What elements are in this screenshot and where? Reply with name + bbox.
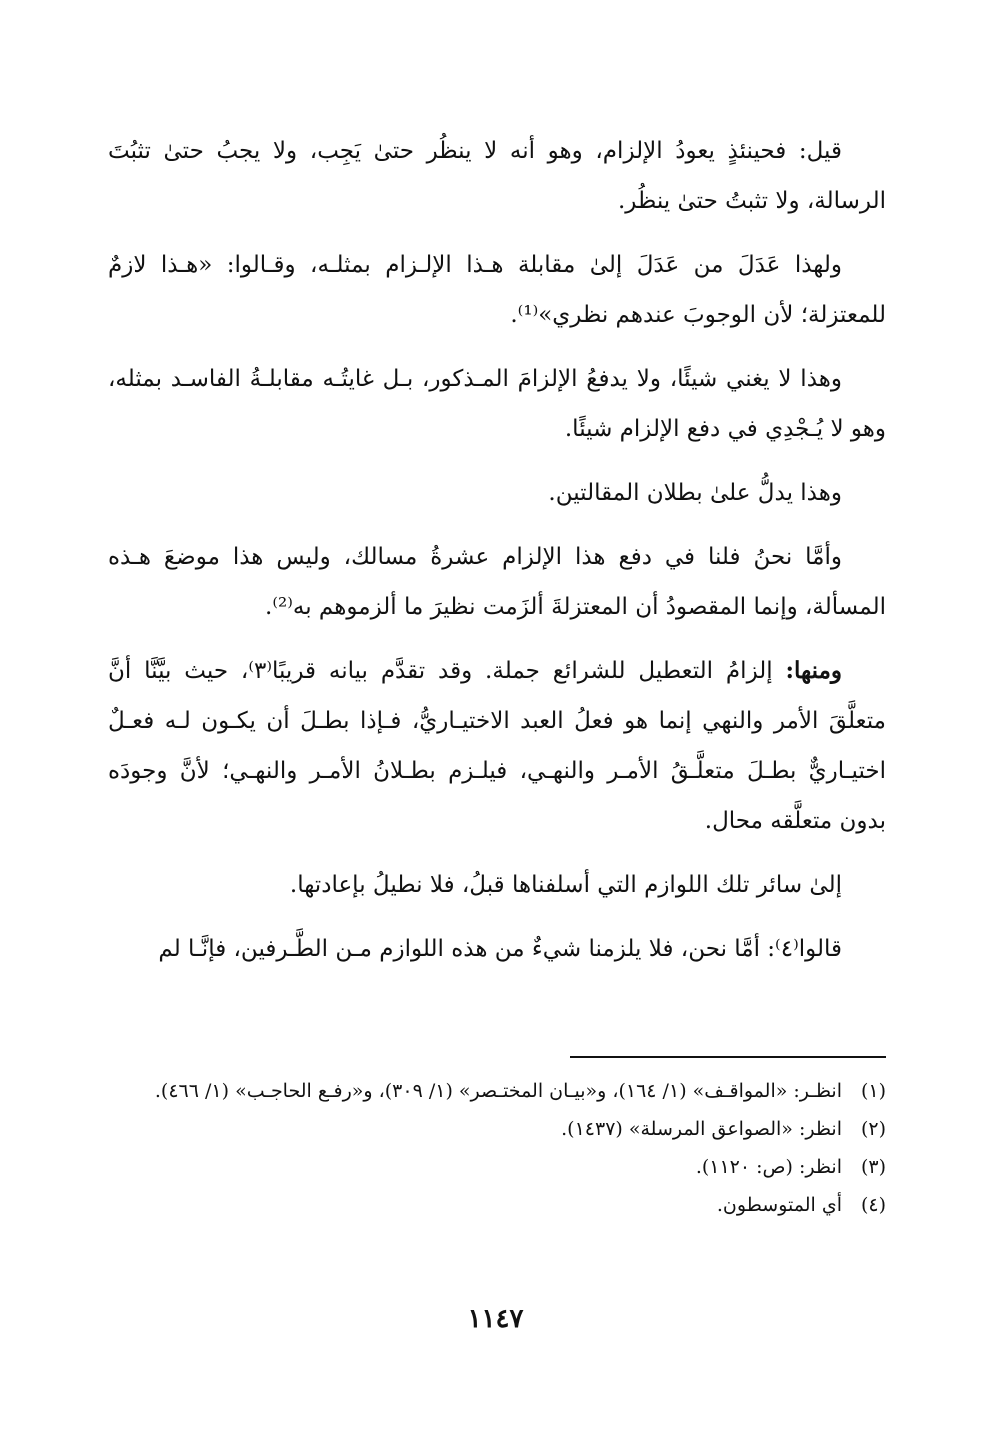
footnote-4 [108, 1186, 886, 1224]
footnote-3 [108, 1148, 886, 1186]
footnote-separator [570, 1056, 886, 1058]
footnote-4-text: أي المتوسطون. [716, 1194, 842, 1216]
page-number: ١١٤٧ [467, 1304, 524, 1334]
main-text [108, 126, 886, 988]
paragraph-6-text: إلزامُ التعطيل للشرائع جملة. وقد تقدَّم بيانه قريبًا⁽٣⁾، حيث بيَّنَّا أنَّ متعلَّقَ الأمر والنهي إنما هو فعلُ العبد الاختيـاريُّ، فـإذا بطـلَ أن يكـون لـه فعـلٌ اختيـاريٌّ بطـلَ متعلَّـقُ الأمـر والنهـي، فيلـزم بطـلانُ الأمـر والنهـي؛ لأنَّ وجودَه بدون متعلَّقه محال. [108, 658, 886, 834]
footnote-2-text: انظر: «الصواعق المرسلة» (١٤٣٧). [561, 1118, 842, 1140]
paragraph-3: وهذا لا يغني شيئًا، ولا يدفعُ الإلزامَ المـذكور، بـل غايتُـه مقابلـةُ الفاسـد بمثله، وهو لا يُـجْدِي في دفع الإلزام شيئًا. [108, 366, 886, 442]
paragraph-8: قالوا⁽٤⁾: أمَّا نحن، فلا يلزمنا شيءٌ من هذه اللوازم مـن الطَّـرفين، فإنَّـا لم [158, 936, 842, 962]
paragraph-6 [108, 646, 886, 846]
footnote-1-number: (١) [860, 1080, 886, 1102]
footnotes [108, 1072, 886, 1224]
paragraph-2: ولهذا عَدَلَ من عَدَلَ إلىٰ مقابلة هـذا الإلـزام بمثلـه، وقـالوا: «هـذا لازمٌ للمعتزلة؛ لأن الوجوبَ عندهم نظري»⁽¹⁾. [108, 252, 886, 328]
paragraph-7: إلىٰ سائر تلك اللوازم التي أسلفناها قبلُ، فلا نطيلُ بإعادتها. [289, 872, 842, 898]
footnote-1-text: انظـر: «المواقـف» (١/ ١٦٤)، و«بيـان المختـصر» (١/ ٣٠٩)، و«رفـع الحاجـب» (١/ ٤٦٦). [154, 1080, 842, 1102]
footnote-2-number: (٢) [860, 1118, 886, 1140]
footnote-1 [108, 1072, 886, 1110]
paragraph-1: قيل: فحينئذٍ يعودُ الإلزام، وهو أنه لا ينظُر حتىٰ يَجِب، ولا يجبُ حتىٰ تثبُتَ الرسالة، ولا تثبتُ حتىٰ ينظُر. [108, 138, 886, 214]
footnote-3-text: انظر: (ص: ١١٢٠). [695, 1156, 842, 1178]
paragraph-5: وأمَّا نحنُ فلنا في دفع هذا الإلزام عشرةُ مسالك، وليس هذا موضعَ هـذه المسألة، وإنما المقصودُ أن المعتزلةَ ألزَمت نظيرَ ما ألزموهم به⁽²⁾. [108, 544, 886, 620]
footnote-4-number: (٤) [860, 1194, 886, 1216]
paragraph-6-lead: ومنها: [785, 657, 842, 684]
footnote-3-number: (٣) [860, 1156, 886, 1178]
footnote-2 [108, 1110, 886, 1148]
paragraph-4: وهذا يدلُّ علىٰ بطلان المقالتين. [548, 480, 842, 506]
